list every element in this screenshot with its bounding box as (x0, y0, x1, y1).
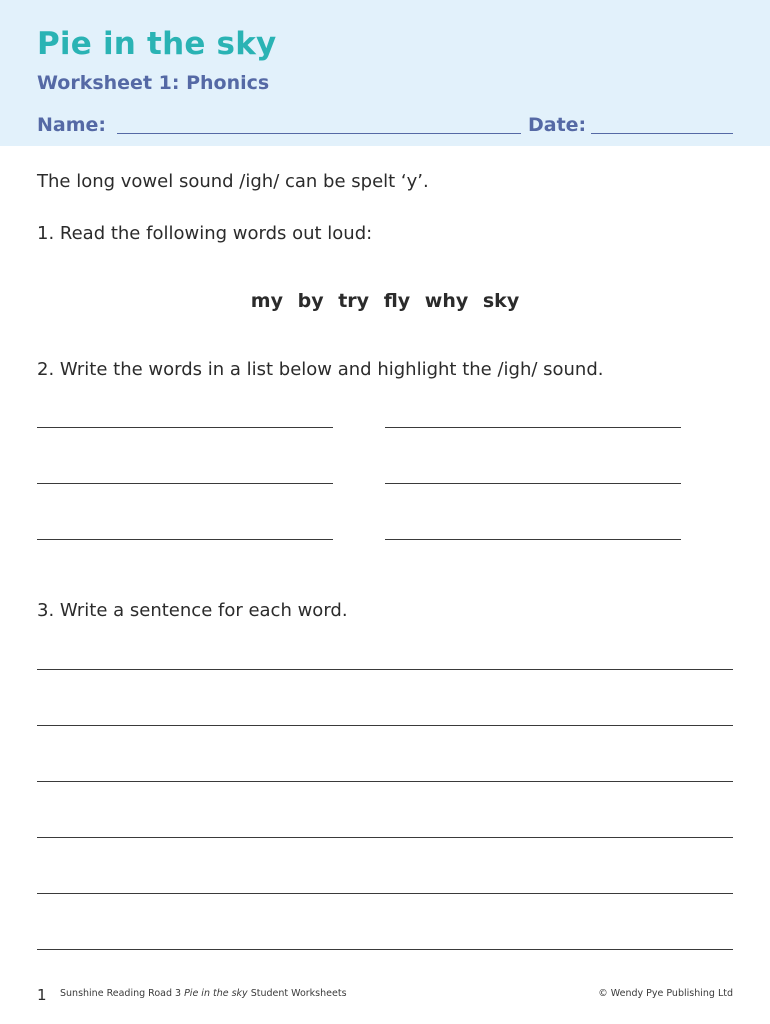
date-field[interactable] (591, 133, 733, 134)
word-answer-line[interactable] (385, 539, 681, 540)
date-label: Date: (528, 114, 587, 136)
word-answer-line[interactable] (37, 483, 333, 484)
word-answer-line[interactable] (385, 427, 681, 428)
worksheet-header (0, 0, 770, 146)
name-field[interactable] (117, 133, 521, 134)
sentence-answer-line[interactable] (37, 781, 733, 782)
footer-series-name: Sunshine Reading Road 3 (60, 988, 185, 999)
word-item: by (297, 290, 324, 312)
sentence-answer-line[interactable] (37, 669, 733, 670)
sentence-answer-line[interactable] (37, 725, 733, 726)
footer-suffix: Student Worksheets (247, 988, 347, 999)
footer-book-title: Pie in the sky (184, 988, 248, 999)
name-date-row (37, 114, 733, 138)
question-2: 2. Write the words in a list below and highlight the /igh/ sound. (37, 359, 604, 380)
footer-copyright: © Wendy Pye Publishing Ltd (598, 988, 733, 999)
word-item: fly (383, 290, 411, 312)
intro-text: The long vowel sound /igh/ can be spelt ‘y’. (37, 171, 429, 192)
word-item: my (250, 290, 283, 312)
word-answer-line[interactable] (385, 483, 681, 484)
word-item: try (338, 290, 370, 312)
question-1: 1. Read the following words out loud: (37, 223, 373, 244)
sentence-answer-line[interactable] (37, 893, 733, 894)
question-3: 3. Write a sentence for each word. (37, 600, 348, 621)
sentence-answer-line[interactable] (37, 949, 733, 950)
word-list (0, 290, 770, 312)
page-number: 1 (37, 986, 47, 1004)
worksheet-subtitle: Worksheet 1: Phonics (37, 72, 270, 94)
word-answer-line[interactable] (37, 539, 333, 540)
word-item: why (424, 290, 469, 312)
footer-series (60, 988, 347, 999)
sentence-answer-line[interactable] (37, 837, 733, 838)
word-answer-line[interactable] (37, 427, 333, 428)
word-item: sky (482, 290, 520, 312)
worksheet-title: Pie in the sky (37, 26, 277, 62)
name-label: Name: (37, 114, 107, 136)
